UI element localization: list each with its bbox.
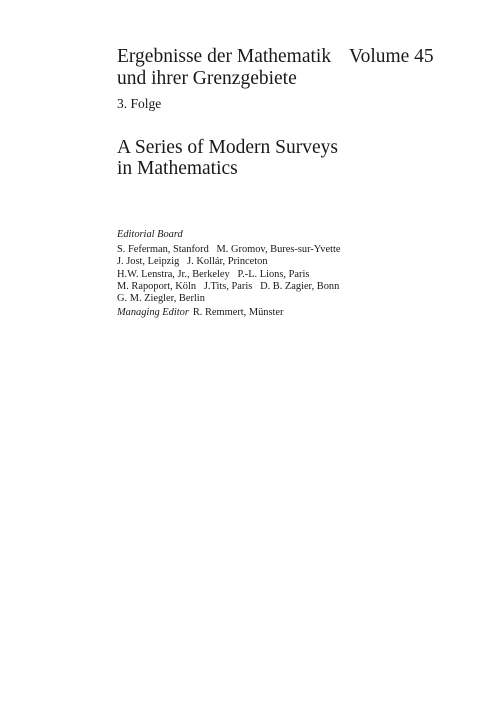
folge-label: 3. Folge [117,96,162,111]
editorial-board-line: H.W. Lenstra, Jr., Berkeley P.-L. Lions, Paris [117,268,310,280]
managing-editor-label: Managing Editor [117,307,189,319]
series-subtitle-line-1: A Series of Modern Surveys [117,137,338,158]
editorial-board-heading: Editorial Board [117,229,183,240]
editorial-board-line: G. M. Ziegler, Berlin [117,293,205,305]
series-title-line-2: und ihrer Grenzgebiete [117,68,297,89]
series-title [117,46,331,90]
series-subtitle [117,137,338,179]
series-title-line-1: Ergebnisse der Mathematik [117,46,332,67]
editorial-board-line: M. Rapoport, Köln J.Tits, Paris D. B. Zagier, Bonn [117,280,340,292]
editorial-board-line: J. Jost, Leipzig J. Kollár, Princeton [117,256,268,268]
volume-number: Volume 45 [349,46,434,67]
managing-editor [117,307,340,319]
managing-editor-name: R. Remmert, Münster [192,307,284,319]
series-subtitle-line-2: in Mathematics [117,158,238,179]
editorial-board-line: S. Feferman, Stanford M. Gromov, Bures-sur-Yvette [117,244,341,256]
editorial-board [117,229,340,319]
